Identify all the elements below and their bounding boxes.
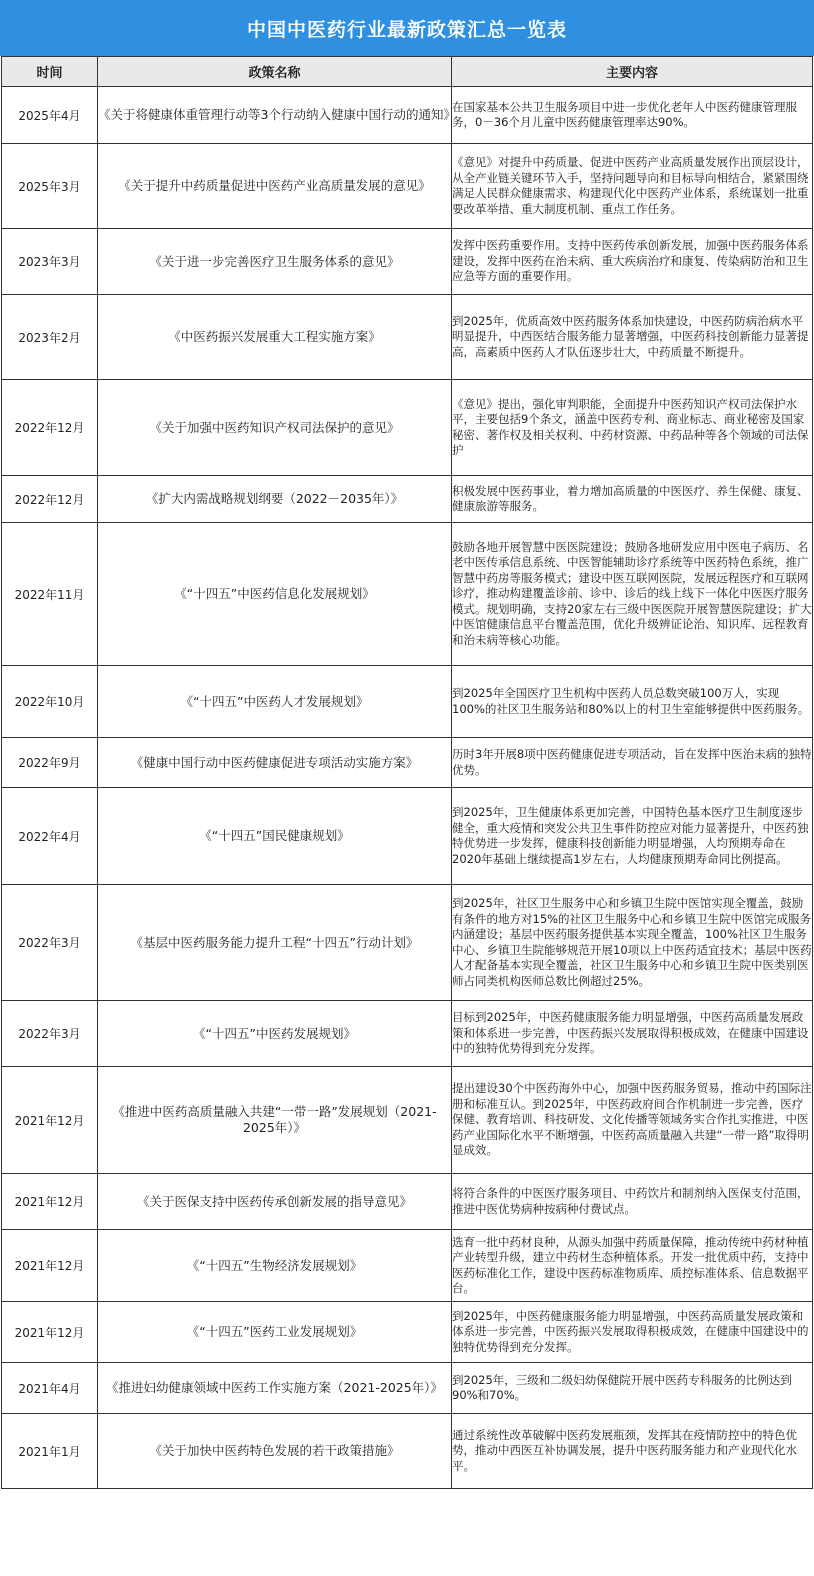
- row-date: 2022年12月: [2, 380, 98, 476]
- page-title: 中国中医药行业最新政策汇总一览表: [0, 0, 814, 56]
- row-policy-name: 《关于加快中医药特色发展的若干政策措施》: [98, 1414, 452, 1489]
- row-date: 2022年10月: [2, 666, 98, 738]
- row-content: 目标到2025年，中医药健康服务能力明显增强，中医药高质量发展政策和体系进一步完善，中医药振兴发展取得积极成效，在健康中国建设中的独特优势得到充分发挥。: [452, 1001, 813, 1067]
- row-policy-name: 《中医药振兴发展重大工程实施方案》: [98, 295, 452, 380]
- row-date: 2022年12月: [2, 476, 98, 523]
- row-content: 通过系统性改革破解中医药发展瓶颈，发挥其在疫情防控中的特色优势，推动中西医互补协调发展，提升中医药服务能力和产业现代化水平。: [452, 1414, 813, 1489]
- row-content: 将符合条件的中医医疗服务项目、中药饮片和制剂纳入医保支付范围，推进中医优势病种按病种付费试点。: [452, 1174, 813, 1230]
- row-policy-name: 《扩大内需战略规划纲要（2022－2035年）》: [98, 476, 452, 523]
- table-row: [2, 1302, 813, 1363]
- row-date: 2021年12月: [2, 1230, 98, 1302]
- row-date: 2021年12月: [2, 1067, 98, 1174]
- table-row: [2, 1067, 813, 1174]
- row-content: 《意见》对提升中药质量、促进中医药产业高质量发展作出顶层设计，从全产业链关键环节入手，坚持问题导向和目标导向相结合，紧紧围绕满足人民群众健康需求、构建现代化中医药产业体系，系统谋划一批重要改革举措、重大制度机制、重点工作任务。: [452, 144, 813, 229]
- row-content: 到2025年全国医疗卫生机构中医药人员总数突破100万人，实现100%的社区卫生服务站和80%以上的村卫生室能够提供中医药服务。: [452, 666, 813, 738]
- table-row: [2, 1414, 813, 1489]
- row-date: 2021年4月: [2, 1363, 98, 1414]
- row-content: 在国家基本公共卫生服务项目中进一步优化老年人中医药健康管理服务，0－36个月儿童中医药健康管理率达90%。: [452, 87, 813, 144]
- row-content: 积极发展中医药事业，着力增加高质量的中医医疗、养生保健、康复、健康旅游等服务。: [452, 476, 813, 523]
- table-row: [2, 87, 813, 144]
- row-content: 发挥中医药重要作用。支持中医药传承创新发展，加强中医药服务体系建设，发挥中医药在治未病、重大疾病治疗和康复、传染病防治和卫生应急等方面的重要作用。: [452, 229, 813, 295]
- row-content: 到2025年，优质高效中医药服务体系加快建设，中医药防病治病水平明显提升，中西医结合服务能力显著增强，中医药科技创新能力显著提高，高素质中医药人才队伍逐步壮大，中药质量不断提升。: [452, 295, 813, 380]
- row-policy-name: 《关于进一步完善医疗卫生服务体系的意见》: [98, 229, 452, 295]
- table-row: [2, 229, 813, 295]
- row-policy-name: 《“十四五”生物经济发展规划》: [98, 1230, 452, 1302]
- row-date: 2021年12月: [2, 1302, 98, 1363]
- row-date: 2021年12月: [2, 1174, 98, 1230]
- header-content: 主要内容: [452, 57, 813, 87]
- table-row: [2, 788, 813, 885]
- row-content: 到2025年，中医药健康服务能力明显增强，中医药高质量发展政策和体系进一步完善，中医药振兴发展取得积极成效，在健康中国建设中的独特优势得到充分发挥。: [452, 1302, 813, 1363]
- row-content: 到2025年，卫生健康体系更加完善，中国特色基本医疗卫生制度逐步健全，重大疫情和突发公共卫生事件防控应对能力显著提升，中医药独特优势进一步发挥，健康科技创新能力明显增强，人均预期寿命在2020年基础上继续提高1岁左右，人均健康预期寿命同比例提高。: [452, 788, 813, 885]
- row-date: 2022年11月: [2, 523, 98, 666]
- row-date: 2021年1月: [2, 1414, 98, 1489]
- table-row: [2, 885, 813, 1001]
- table-row: [2, 523, 813, 666]
- row-date: 2022年4月: [2, 788, 98, 885]
- row-policy-name: 《推进妇幼健康领域中医药工作实施方案（2021-2025年）》: [98, 1363, 452, 1414]
- table-row: [2, 476, 813, 523]
- header-date: 时间: [2, 57, 98, 87]
- table-row: [2, 666, 813, 738]
- row-date: 2022年9月: [2, 738, 98, 788]
- row-content: 历时3年开展8项中医药健康促进专项活动，旨在发挥中医治未病的独特优势。: [452, 738, 813, 788]
- table-row: [2, 1363, 813, 1414]
- row-date: 2023年2月: [2, 295, 98, 380]
- row-date: 2022年3月: [2, 1001, 98, 1067]
- row-content: 到2025年，社区卫生服务中心和乡镇卫生院中医馆实现全覆盖，鼓励有条件的地方对15%的社区卫生服务中心和乡镇卫生院中医馆完成服务内涵建设；基层中医药服务提供基本实现全覆盖，100%社区卫生服务中心、乡镇卫生院能够规范开展10项以上中医药适宜技术；基层中医药人才配备基本实现全覆盖，社区卫生服务中心和乡镇卫生院中医类别医师占同类机构医师总数比例超过25%。: [452, 885, 813, 1001]
- table-row: [2, 380, 813, 476]
- row-date: 2025年4月: [2, 87, 98, 144]
- table-row: [2, 1230, 813, 1302]
- row-content: 到2025年，三级和二级妇幼保健院开展中医药专科服务的比例达到90%和70%。: [452, 1363, 813, 1414]
- table-row: [2, 295, 813, 380]
- row-policy-name: 《“十四五”国民健康规划》: [98, 788, 452, 885]
- row-date: 2025年3月: [2, 144, 98, 229]
- row-policy-name: 《关于将健康体重管理行动等3个行动纳入健康中国行动的通知》: [98, 87, 452, 144]
- row-date: 2023年3月: [2, 229, 98, 295]
- row-policy-name: 《健康中国行动中医药健康促进专项活动实施方案》: [98, 738, 452, 788]
- row-content: 选育一批中药材良种，从源头加强中药质量保障，推动传统中药材种植产业转型升级，建立中药材生态种植体系。开发一批优质中药，支持中医药标准化工作，建设中医药标准物质库、质控标准体系、信息数据平台。: [452, 1230, 813, 1302]
- table-row: [2, 1001, 813, 1067]
- policy-table: [1, 56, 813, 1489]
- table-row: [2, 738, 813, 788]
- row-policy-name: 《“十四五”中医药发展规划》: [98, 1001, 452, 1067]
- row-policy-name: 《关于提升中药质量促进中医药产业高质量发展的意见》: [98, 144, 452, 229]
- row-policy-name: 《关于医保支持中医药传承创新发展的指导意见》: [98, 1174, 452, 1230]
- row-policy-name: 《“十四五”中医药人才发展规划》: [98, 666, 452, 738]
- row-policy-name: 《关于加强中医药知识产权司法保护的意见》: [98, 380, 452, 476]
- row-date: 2022年3月: [2, 885, 98, 1001]
- row-content: 提出建设30个中医药海外中心，加强中医药服务贸易，推动中药国际注册和标准互认。到2025年，中医药政府间合作机制进一步完善，医疗保健、教育培训、科技研发、文化传播等领域务实合作扎实推进，中医药产业国际化水平不断增强，中医药高质量融入共建“一带一路”取得明显成效。: [452, 1067, 813, 1174]
- row-content: 《意见》提出，强化审判职能，全面提升中医药知识产权司法保护水平，主要包括9个条文，涵盖中医药专利、商业标志、商业秘密及国家秘密、著作权及相关权利、中药材资源、中药品种等各个领域的司法保护: [452, 380, 813, 476]
- row-policy-name: 《“十四五”中医药信息化发展规划》: [98, 523, 452, 666]
- header-name: 政策名称: [98, 57, 452, 87]
- row-policy-name: 《基层中医药服务能力提升工程“十四五”行动计划》: [98, 885, 452, 1001]
- row-policy-name: 《“十四五”医药工业发展规划》: [98, 1302, 452, 1363]
- table-header-row: [2, 57, 813, 87]
- row-content: 鼓励各地开展智慧中医医院建设；鼓励各地研发应用中医电子病历、名老中医传承信息系统、中医智能辅助诊疗系统等中医药特色系统，推广智慧中药房等服务模式；建设中医互联网医院，发展远程医疗和互联网诊疗，推动构建覆盖诊前、诊中、诊后的线上线下一体化中医医疗服务模式。规划明确，支持20家左右三级中医医院开展智慧医院建设；扩大中医馆健康信息平台覆盖范围，优化升级辨证论治、知识库、远程教育和治未病等核心功能。: [452, 523, 813, 666]
- table-row: [2, 1174, 813, 1230]
- row-policy-name: 《推进中医药高质量融入共建“一带一路”发展规划（2021-2025年）》: [98, 1067, 452, 1174]
- table-row: [2, 144, 813, 229]
